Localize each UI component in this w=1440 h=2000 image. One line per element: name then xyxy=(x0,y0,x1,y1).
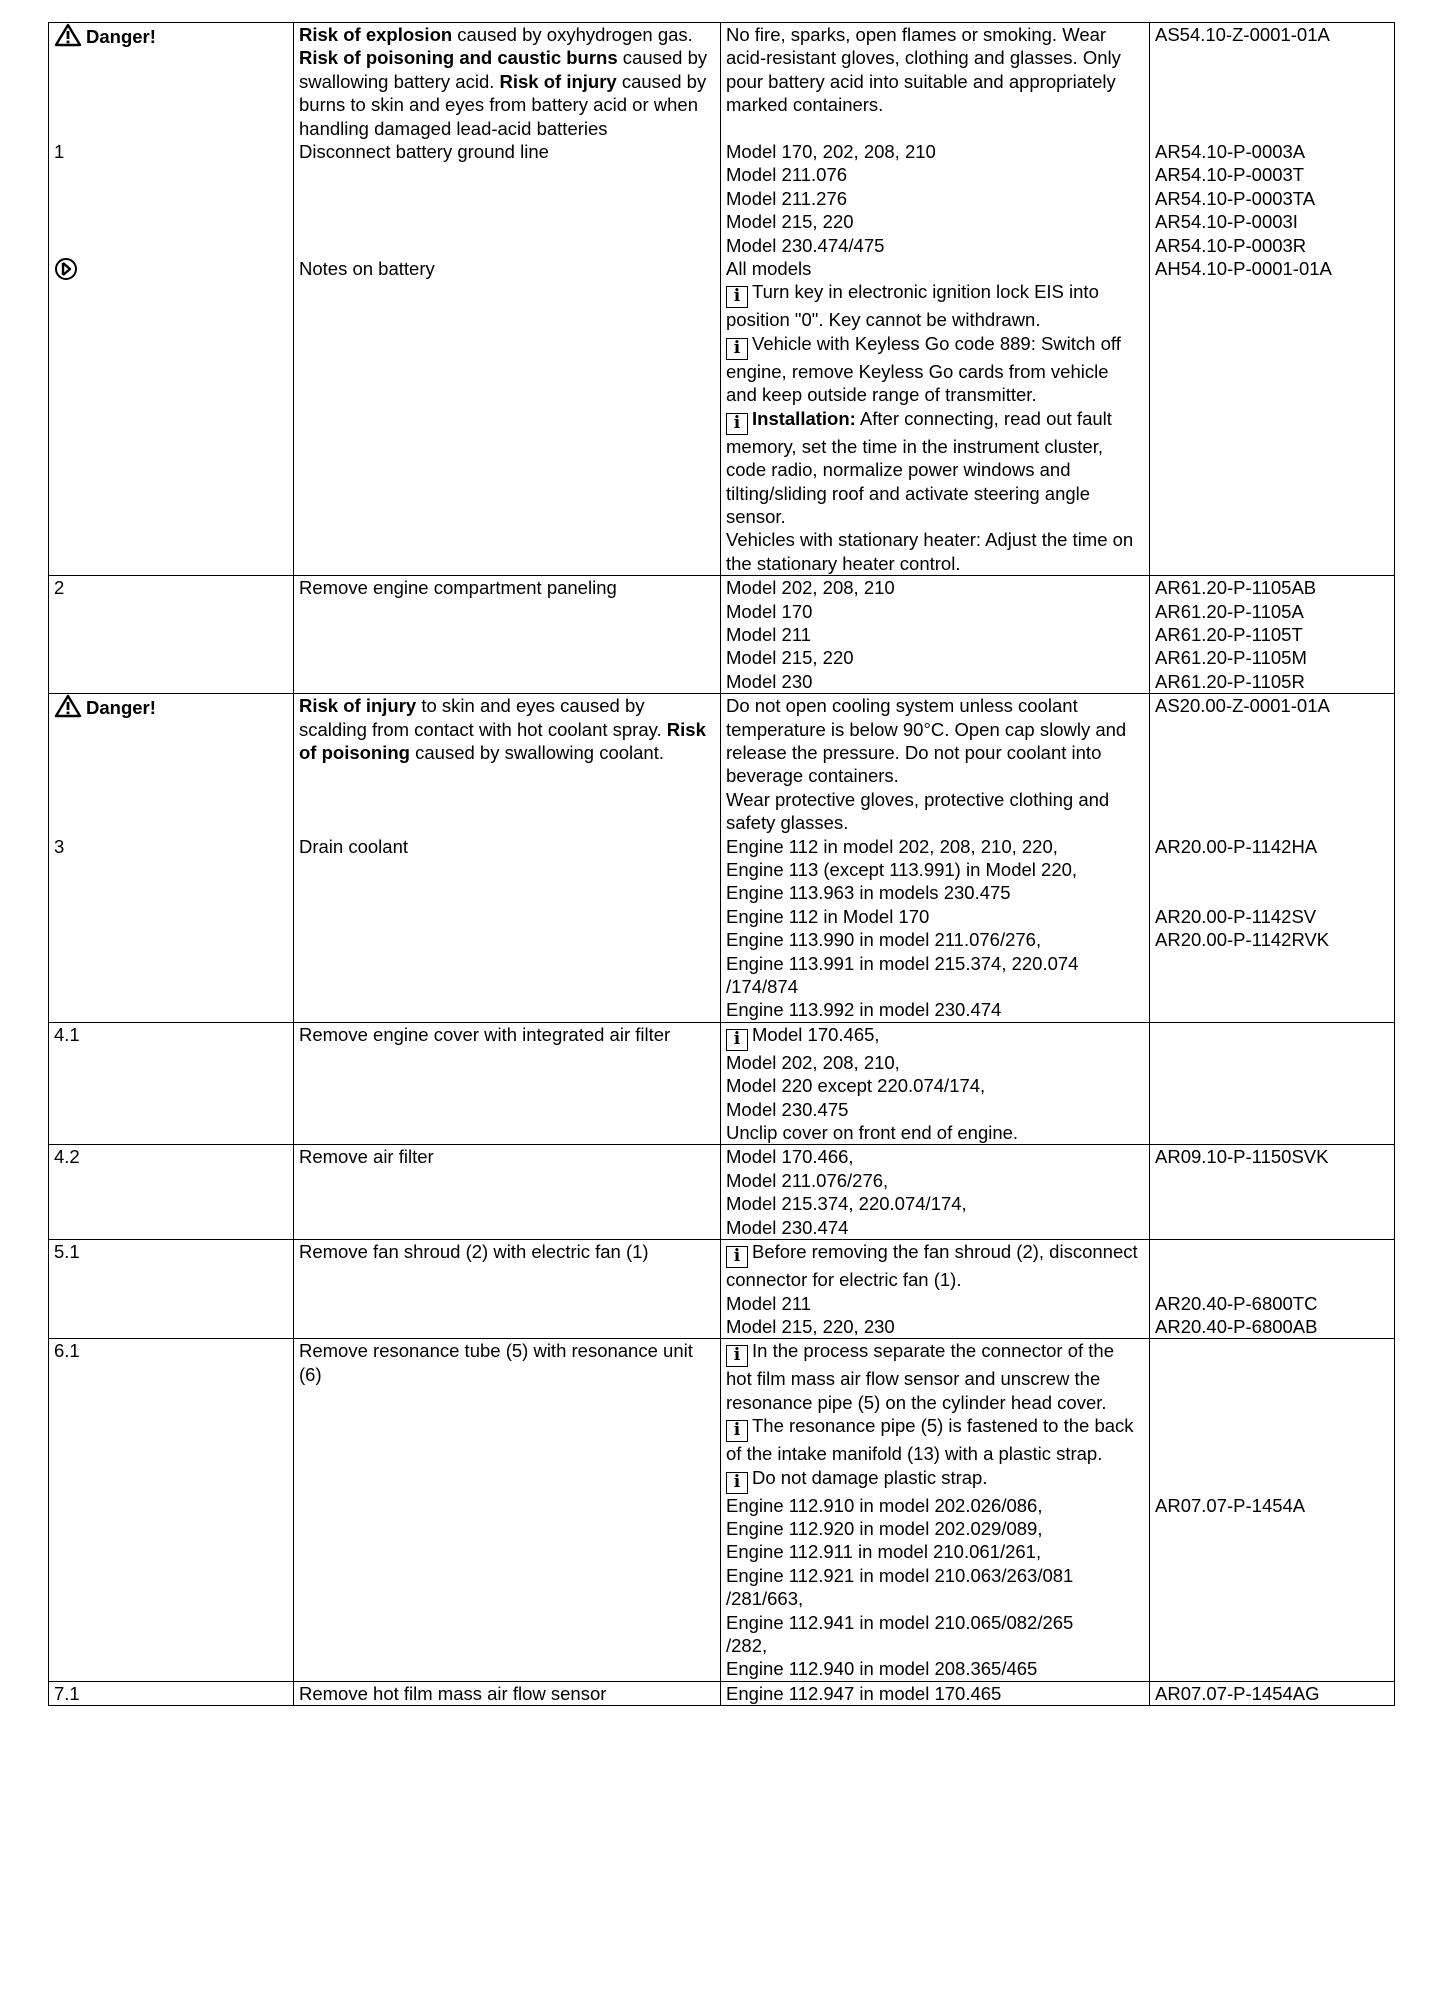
description-cell xyxy=(294,1145,721,1240)
detail-text-content: Model 230 xyxy=(726,670,813,692)
info-icon: i xyxy=(726,338,748,360)
step-cell xyxy=(49,23,294,141)
detail-text xyxy=(726,210,1144,233)
step-description: Drain coolant xyxy=(299,835,409,857)
table-row xyxy=(49,140,1395,163)
reference-code[interactable]: AR61.20-P-1105R xyxy=(1155,670,1305,692)
detail-text xyxy=(726,646,1144,669)
description-cell xyxy=(294,1240,721,1339)
detail-cell xyxy=(721,407,1150,576)
detail-text-content: Model 211.276 xyxy=(726,187,848,209)
detail-text-content: Model 202, 208, 210 xyxy=(726,577,895,599)
info-icon: i xyxy=(726,413,748,435)
reference-cell xyxy=(1150,576,1395,600)
detail-cell xyxy=(721,140,1150,163)
reference-code[interactable]: AR61.20-P-1105A xyxy=(1155,600,1304,622)
detail-text xyxy=(726,905,1144,928)
procedure-table xyxy=(48,22,1395,1706)
step-number: 4.2 xyxy=(54,1146,80,1168)
reference-code[interactable]: AR54.10-P-0003T xyxy=(1155,164,1305,186)
step-description: Remove engine cover with integrated air filter xyxy=(299,1023,671,1045)
detail-text-content: Model 211.076 xyxy=(726,164,848,186)
detail-cell xyxy=(721,234,1150,257)
reference-cell xyxy=(1150,163,1395,186)
table-row xyxy=(49,1339,1395,1414)
info-icon: i xyxy=(726,1029,748,1051)
info-icon: i xyxy=(726,1345,748,1367)
step-description: Remove fan shroud (2) with electric fan (1) xyxy=(299,1241,649,1263)
detail-cell xyxy=(721,623,1150,646)
procedure-table-body xyxy=(49,23,1395,1706)
detail-cell xyxy=(721,694,1150,835)
detail-text-content: Model 170 xyxy=(726,600,813,622)
reference-code[interactable]: AR61.20-P-1105M xyxy=(1155,647,1307,669)
detail-text xyxy=(726,576,1144,599)
reference-code[interactable]: AR54.10-P-0003A xyxy=(1155,141,1306,163)
detail-text xyxy=(726,623,1144,646)
table-row xyxy=(49,1240,1395,1292)
reference-code[interactable]: AR20.40-P-6800AB xyxy=(1155,1315,1318,1337)
step-cell xyxy=(49,1339,294,1681)
reference-cell xyxy=(1150,1494,1395,1682)
description-cell: Risk of explosion caused by oxyhydrogen gas. Risk of poisoning and caustic burns caused by swallowing battery acid. Risk of injury caused by burns to skin and eyes from battery acid or when handling damaged lead-acid batteries xyxy=(294,23,721,141)
info-note xyxy=(726,1466,1144,1494)
detail-cell xyxy=(721,576,1150,600)
reference-cell xyxy=(1150,694,1395,835)
detail-cell xyxy=(721,187,1150,210)
detail-cell xyxy=(721,1022,1150,1145)
reference-cell xyxy=(1150,905,1395,928)
reference-code[interactable]: AS20.00-Z-0001-01A xyxy=(1155,695,1330,717)
info-note xyxy=(726,332,1144,407)
detail-cell xyxy=(721,257,1150,280)
detail-text-content: Vehicle with Keyless Go code 889: Switch off engine, remove Keyless Go cards from vehicle and keep outside range of transmitter. xyxy=(726,332,1121,406)
detail-cell xyxy=(721,646,1150,669)
danger-label: Danger! xyxy=(86,26,156,47)
reference-cell xyxy=(1150,1339,1395,1414)
reference-code[interactable]: AH54.10-P-0001-01A xyxy=(1155,258,1332,280)
table-row xyxy=(49,576,1395,600)
detail-text-content: Engine 112 in Model 170 xyxy=(726,905,930,927)
detail-text-content: Model 215, 220 xyxy=(726,211,854,233)
description-cell xyxy=(294,140,721,257)
table-row xyxy=(49,1681,1395,1705)
detail-text xyxy=(726,23,1144,117)
detail-cell xyxy=(721,1681,1150,1705)
warning-triangle-icon xyxy=(54,23,82,47)
info-note xyxy=(726,1414,1144,1465)
reference-cell xyxy=(1150,1240,1395,1292)
detail-text xyxy=(726,163,1144,186)
step-number: 4.1 xyxy=(54,1023,80,1045)
reference-cell xyxy=(1150,332,1395,407)
detail-cell xyxy=(721,280,1150,331)
step-cell xyxy=(49,1145,294,1240)
reference-cell xyxy=(1150,187,1395,210)
detail-cell xyxy=(721,23,1150,141)
detail-cell xyxy=(721,1240,1150,1292)
detail-text-content: Model 211 xyxy=(726,1292,812,1314)
info-note xyxy=(726,1023,1144,1145)
reference-code[interactable]: AR07.07-P-1454A xyxy=(1155,1494,1306,1516)
detail-text-content: Engine 113.990 in model 211.076/276, Engine 113.991 in model 215.374, 220.074 /174/874 Engine 113.992 in model 230.474 xyxy=(726,929,1079,1021)
detail-text-content: No fire, sparks, open flames or smoking. Wear acid-resistant gloves, clothing and glasses. Only pour battery acid into suitable and appropriately marked containers. xyxy=(726,24,1121,116)
info-note xyxy=(726,1339,1144,1414)
detail-text-content: Model 170.465, Model 202, 208, 210, Model 220 except 220.074/174, Model 230.475 Unclip cover on front end of engine. xyxy=(726,1023,1019,1144)
detail-text xyxy=(726,1292,1144,1315)
step-description: Remove resonance tube (5) with resonance unit (6) xyxy=(299,1340,693,1385)
step-cell xyxy=(49,1022,294,1145)
info-icon: i xyxy=(726,286,748,308)
reference-cell xyxy=(1150,623,1395,646)
reference-cell xyxy=(1150,1145,1395,1240)
battery-note-icon xyxy=(54,257,78,281)
description-cell: Risk of injury to skin and eyes caused by scalding from contact with hot coolant spray. Risk of poisoning caused by swallowing coolant. xyxy=(294,694,721,835)
reference-cell xyxy=(1150,1022,1395,1145)
reference-code[interactable]: AR20.40-P-6800TC xyxy=(1155,1292,1318,1314)
procedure-document xyxy=(48,22,1394,1706)
reference-code[interactable]: AR07.07-P-1454AG xyxy=(1155,1682,1320,1704)
reference-code[interactable]: AR54.10-P-0003I xyxy=(1155,211,1298,233)
reference-cell xyxy=(1150,835,1395,905)
detail-cell xyxy=(721,600,1150,623)
reference-cell xyxy=(1150,407,1395,576)
reference-cell xyxy=(1150,1681,1395,1705)
detail-cell xyxy=(721,1494,1150,1682)
detail-text xyxy=(726,835,1144,905)
detail-text xyxy=(726,140,1144,163)
detail-cell xyxy=(721,1292,1150,1315)
reference-cell xyxy=(1150,210,1395,233)
description-cell xyxy=(294,1339,721,1681)
detail-cell xyxy=(721,210,1150,233)
detail-text-content: Model 170.466, Model 211.076/276, Model 215.374, 220.074/174, Model 230.474 xyxy=(726,1146,967,1238)
detail-text-content: Turn key in electronic ignition lock EIS into position "0". Key cannot be withdrawn. xyxy=(726,281,1099,331)
detail-cell xyxy=(721,332,1150,407)
reference-code[interactable]: AR09.10-P-1150SVK xyxy=(1155,1146,1329,1168)
detail-text xyxy=(726,600,1144,623)
table-row xyxy=(49,1145,1395,1240)
step-number: 7.1 xyxy=(54,1682,80,1704)
step-cell xyxy=(49,257,294,576)
reference-cell xyxy=(1150,257,1395,280)
detail-cell xyxy=(721,1466,1150,1494)
reference-code[interactable]: AR61.20-P-1105AB xyxy=(1155,577,1317,599)
reference-cell xyxy=(1150,1315,1395,1339)
reference-code[interactable]: AS54.10-Z-0001-01A xyxy=(1155,24,1330,45)
detail-text-content: Engine 112 in model 202, 208, 210, 220, Engine 113 (except 113.991) in Model 220, Engine 113.963 in models 230.475 xyxy=(726,835,1078,904)
reference-code[interactable]: AR20.00-P-1142RVK xyxy=(1155,929,1330,951)
reference-cell xyxy=(1150,646,1395,669)
reference-cell xyxy=(1150,140,1395,163)
detail-text xyxy=(726,1682,1144,1705)
table-row xyxy=(49,1022,1395,1145)
step-number: 2 xyxy=(54,577,65,599)
detail-text-content: Do not damage plastic strap. xyxy=(752,1466,988,1488)
description-cell xyxy=(294,257,721,576)
detail-cell xyxy=(721,670,1150,694)
table-row xyxy=(49,23,1395,141)
detail-text xyxy=(726,694,1144,834)
reference-cell xyxy=(1150,1466,1395,1494)
info-icon: i xyxy=(726,1420,748,1442)
reference-cell xyxy=(1150,670,1395,694)
detail-text xyxy=(726,1145,1144,1239)
detail-text-content: In the process separate the connector of the hot film mass air flow sensor and unscrew the resonance pipe (5) on the cylinder head cover. xyxy=(726,1340,1115,1413)
description-cell xyxy=(294,835,721,1023)
reference-cell xyxy=(1150,23,1395,141)
description-cell xyxy=(294,1022,721,1145)
step-description: Remove air filter xyxy=(299,1146,434,1168)
detail-cell xyxy=(721,163,1150,186)
step-description: Remove engine compartment paneling xyxy=(299,577,617,599)
detail-cell xyxy=(721,835,1150,905)
reference-cell xyxy=(1150,600,1395,623)
info-icon: i xyxy=(726,1246,748,1268)
detail-text-content: Model 215, 220, 230 xyxy=(726,1315,895,1337)
description-cell xyxy=(294,1681,721,1705)
info-note xyxy=(726,280,1144,331)
detail-text-content: Model 170, 202, 208, 210 xyxy=(726,141,936,163)
danger-label: Danger! xyxy=(86,697,156,719)
step-cell xyxy=(49,1240,294,1339)
detail-text-content: Engine 112.910 in model 202.026/086, Engine 112.920 in model 202.029/089, Engine 112.911 in model 210.061/261, Engine 112.921 in model 210.063/263/081 /281/663, Engine 112.941 in model 210.065/082/265 /282, Engine 112.940 in model 208.365/465 xyxy=(726,1494,1074,1680)
info-note xyxy=(726,1240,1144,1291)
detail-text-content: The resonance pipe (5) is fastened to the back of the intake manifold (13) with a plastic strap. xyxy=(726,1415,1134,1465)
detail-text xyxy=(726,928,1144,1022)
detail-cell xyxy=(721,1145,1150,1240)
detail-text xyxy=(726,257,1144,280)
detail-text xyxy=(726,1315,1144,1338)
step-cell xyxy=(49,1681,294,1705)
reference-code[interactable]: AR20.00-P-1142SV xyxy=(1155,905,1317,927)
detail-cell xyxy=(721,1339,1150,1414)
reference-cell xyxy=(1150,928,1395,1022)
info-icon: i xyxy=(726,1472,748,1494)
detail-text-content: Model 211 xyxy=(726,623,812,645)
reference-cell xyxy=(1150,1292,1395,1315)
step-number: 6.1 xyxy=(54,1340,80,1362)
detail-cell xyxy=(721,928,1150,1022)
detail-cell xyxy=(721,1414,1150,1465)
description-cell xyxy=(294,576,721,694)
reference-cell xyxy=(1150,280,1395,331)
detail-text xyxy=(726,670,1144,693)
reference-code[interactable]: AR20.00-P-1142HA xyxy=(1155,835,1318,857)
detail-text-content: Do not open cooling system unless coolant temperature is below 90°C. Open cap slowly and release the pressure. Do not pour coolant into beverage containers. Wear protective gloves, protective clothing and safety glasses. xyxy=(726,695,1127,834)
detail-text-content: Model 230.474/475 xyxy=(726,234,885,256)
detail-text xyxy=(726,187,1144,210)
detail-cell xyxy=(721,905,1150,928)
step-description: Disconnect battery ground line xyxy=(299,141,549,163)
step-number: 5.1 xyxy=(54,1241,80,1263)
table-row xyxy=(49,257,1395,280)
detail-text-content: All models xyxy=(726,258,812,280)
reference-cell xyxy=(1150,234,1395,257)
reference-code[interactable]: AR61.20-P-1105T xyxy=(1155,623,1303,645)
step-description: Remove hot film mass air flow sensor xyxy=(299,1682,607,1704)
reference-code[interactable]: AR54.10-P-0003TA xyxy=(1155,187,1316,209)
info-note xyxy=(726,407,1144,575)
reference-cell xyxy=(1150,1414,1395,1465)
step-cell xyxy=(49,694,294,835)
step-cell xyxy=(49,835,294,1023)
step-number: 1 xyxy=(54,141,65,163)
detail-text-content: Installation: After connecting, read out fault memory, set the time in the instrument cluster, code radio, normalize power windows and tilting/sliding roof and activate steering angle sensor. Vehicles with stationary heater: Adjust the time on the stationary heater control. xyxy=(726,407,1134,574)
detail-cell xyxy=(721,1315,1150,1339)
step-cell xyxy=(49,576,294,694)
reference-code[interactable]: AR54.10-P-0003R xyxy=(1155,234,1307,256)
detail-text-content: Model 215, 220 xyxy=(726,647,854,669)
detail-text-content: Engine 112.947 in model 170.465 xyxy=(726,1682,1002,1704)
step-cell xyxy=(49,140,294,257)
warning-triangle-icon xyxy=(54,694,82,718)
table-row xyxy=(49,694,1395,835)
detail-text xyxy=(726,1494,1144,1681)
table-row xyxy=(49,835,1395,905)
step-number: 3 xyxy=(54,835,65,857)
detail-text-content: Before removing the fan shroud (2), disconnect connector for electric fan (1). xyxy=(726,1241,1138,1291)
step-description: Notes on battery xyxy=(299,258,435,280)
detail-text xyxy=(726,234,1144,257)
